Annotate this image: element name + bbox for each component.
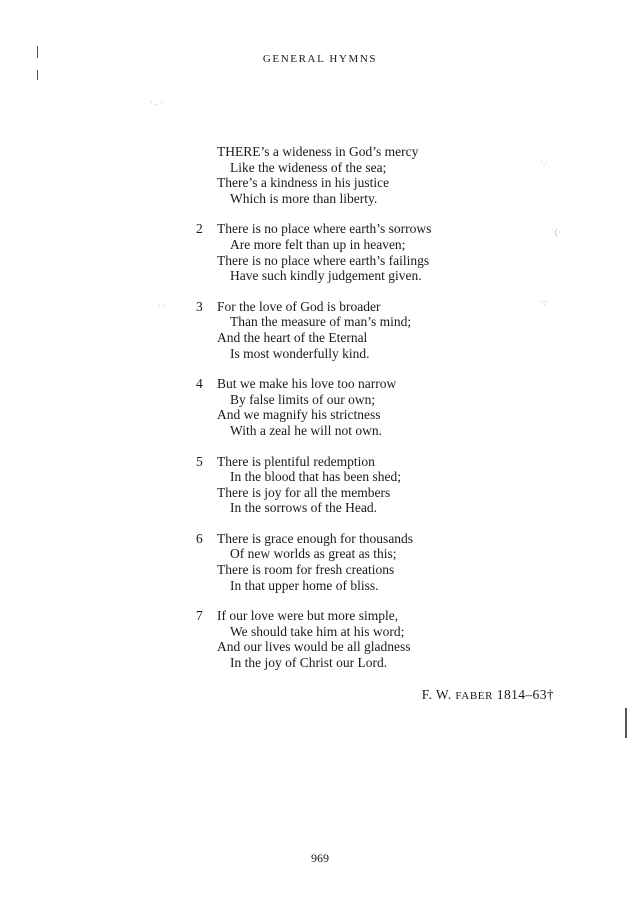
hymn-text <box>196 144 596 686</box>
verse <box>196 454 596 516</box>
right-margin-mark <box>625 708 627 738</box>
verse-line: Than the measure of man’s mind; <box>230 314 412 330</box>
verse-number: 4 <box>196 376 203 392</box>
verse-line: Have such kindly judgement given. <box>230 268 422 284</box>
verse-line: Which is more than liberty. <box>230 190 378 206</box>
running-head: GENERAL HYMNS <box>262 53 378 65</box>
verse-number: 3 <box>196 298 203 314</box>
verse-line: And we magnify his strictness <box>217 407 381 423</box>
verse-line: There is no place where earth’s failings <box>217 252 430 268</box>
verse-line: For the love of God is broader <box>217 298 381 314</box>
scan-speck: · · <box>158 301 167 311</box>
verse-line: Like the wideness of the sea; <box>230 159 387 175</box>
verse-line: If our love were but more simple, <box>217 608 399 624</box>
verse-line: With a zeal he will not own. <box>230 422 383 438</box>
scan-speck: ·.· <box>540 157 549 167</box>
verse-line: And our lives would be all gladness <box>217 639 411 655</box>
verse-line: There is joy for all the members <box>217 484 391 500</box>
verse-line: In that upper home of bliss. <box>230 577 379 593</box>
verse <box>196 608 596 670</box>
scan-speck: ·:· <box>540 297 549 307</box>
verse-line: But we make his love too narrow <box>217 376 397 392</box>
scan-speck: ·(· <box>552 227 561 237</box>
verse-line: Of new worlds as great as this; <box>230 546 397 562</box>
verse-number: 5 <box>196 453 203 469</box>
page-number: 969 <box>311 851 329 865</box>
verse-line: Are more felt than up in heaven; <box>230 236 406 252</box>
verse <box>196 221 596 283</box>
author-dates: 1814–63† <box>493 687 554 702</box>
verse <box>196 531 596 593</box>
verse-line: There is room for fresh creations <box>217 562 395 578</box>
scan-speck: · . · <box>150 97 163 107</box>
verse-line: In the sorrows of the Head. <box>230 500 377 516</box>
verse <box>196 376 596 438</box>
verse-line: There is no place where earth’s sorrows <box>217 221 432 237</box>
verse-number: 6 <box>196 530 203 546</box>
author-initials: F. W. <box>421 687 456 702</box>
verse-number: 2 <box>196 221 203 237</box>
verse <box>196 299 596 361</box>
verse-line: Is most wonderfully kind. <box>230 345 370 361</box>
verse-line: There’s a kindness in his justice <box>217 175 390 191</box>
verse-line: THERE’s a wideness in God’s mercy <box>217 144 419 159</box>
verse-number: 7 <box>196 608 203 624</box>
verse-line: We should take him at his word; <box>230 623 405 639</box>
left-margin-mark-bottom <box>37 70 38 80</box>
verse-line: And the heart of the Eternal <box>217 329 368 345</box>
verse-line: In the blood that has been shed; <box>230 469 401 485</box>
verse <box>196 144 596 206</box>
author-surname: FABER <box>455 690 494 702</box>
verse-line: There is grace enough for thousands <box>217 530 414 546</box>
verse-line: There is plentiful redemption <box>217 453 375 469</box>
author-attribution <box>422 687 554 703</box>
verse-line: By false limits of our own; <box>230 391 376 407</box>
verse-line: In the joy of Christ our Lord. <box>230 655 388 671</box>
